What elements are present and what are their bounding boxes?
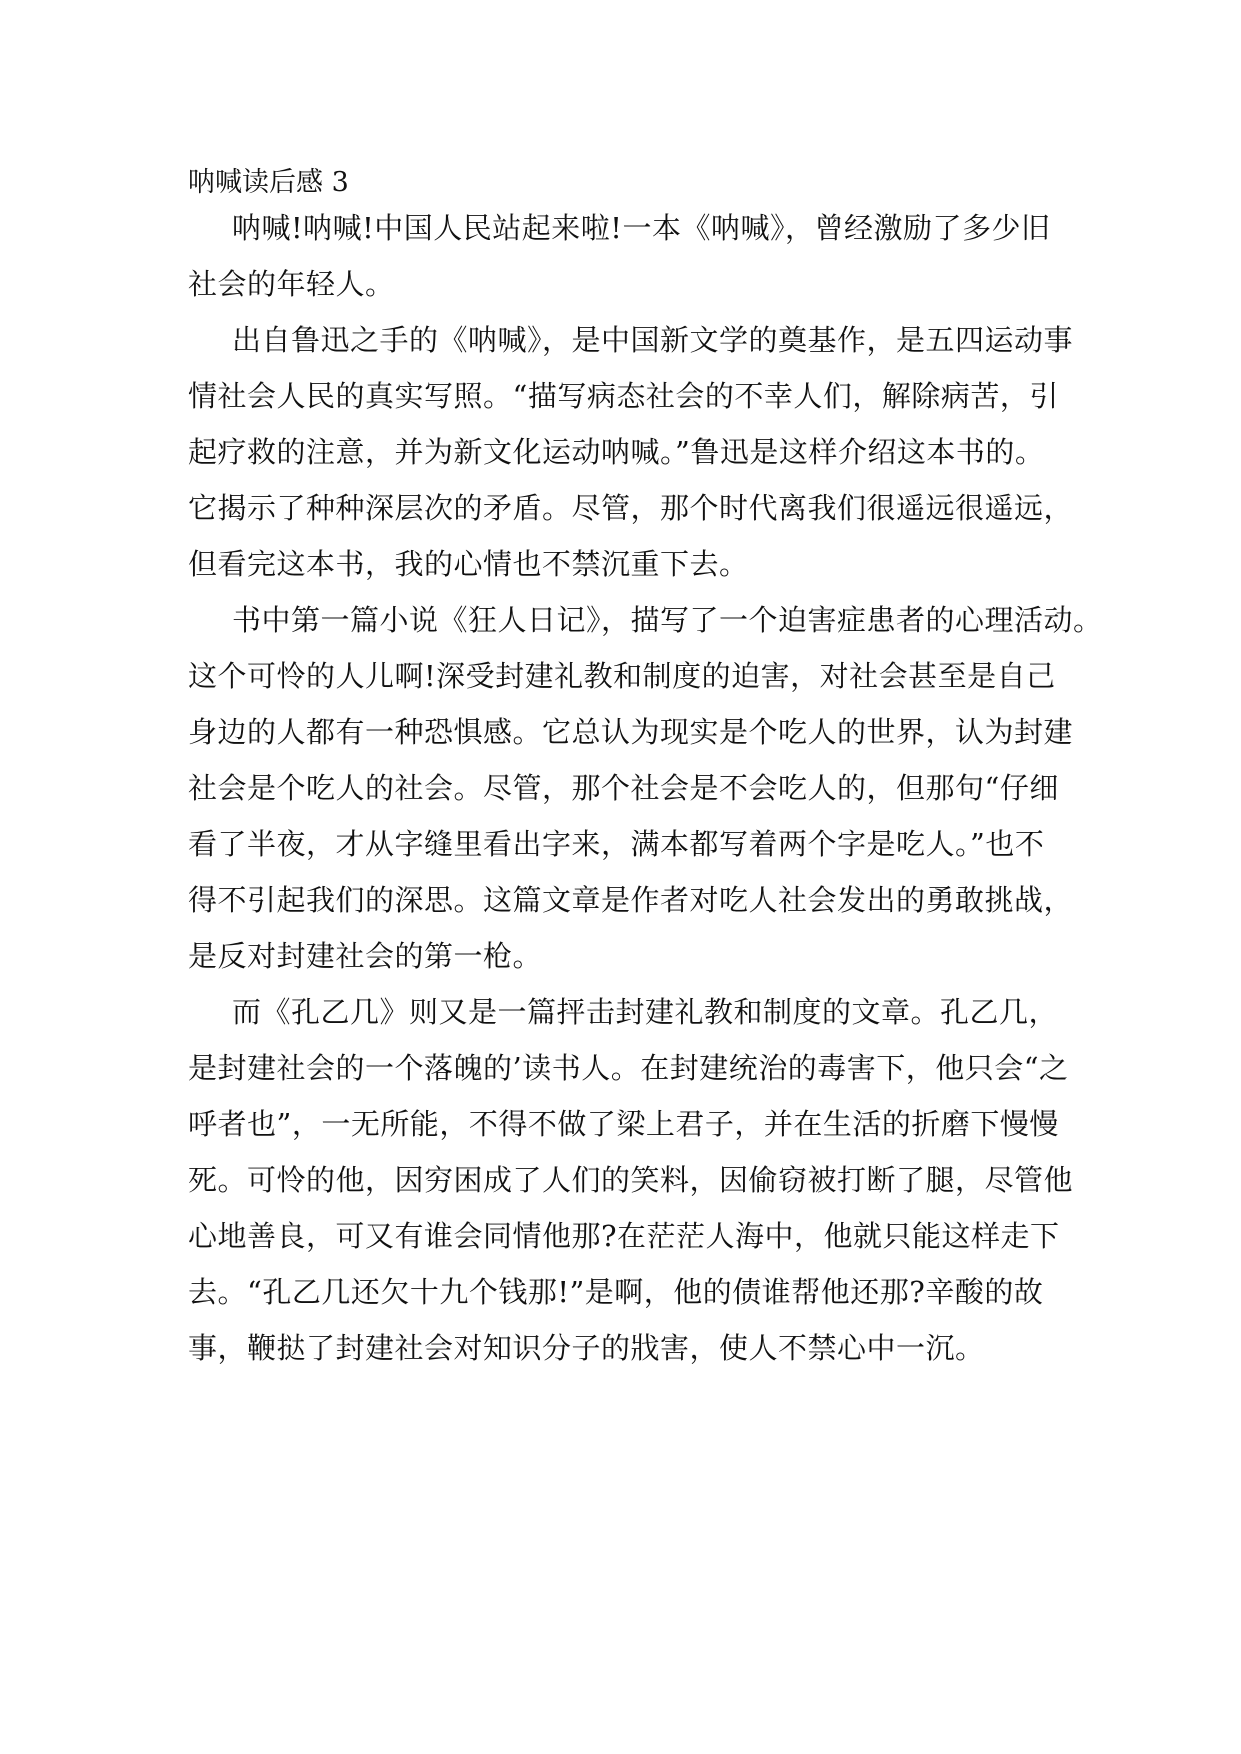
paragraph-3-line-7: 是反对封建社会的第一枪。 <box>188 939 543 973</box>
paragraph-3-line-2: 这个可怜的人儿啊!深受封建礼教和制度的迫害，对社会甚至是自己 <box>188 659 1056 693</box>
paragraph-3-line-1: 书中第一篇小说《狂人日记》，描写了一个迫害症患者的心理活动。 <box>232 603 1103 637</box>
paragraph-4-line-1: 而《孔乙几》则又是一篇抨击封建礼教和制度的文章。孔乙几， <box>232 995 1059 1029</box>
paragraph-4-line-4: 死。可怜的他，因穷困成了人们的笑料，因偷窃被打断了腿，尽管他 <box>188 1163 1074 1197</box>
paragraph-1-line-2: 社会的年轻人。 <box>188 267 395 301</box>
paragraph-3-line-3: 身边的人都有一种恐惧感。它总认为现实是个吃人的世界，认为封建 <box>188 715 1074 749</box>
paragraph-2-line-2: 情社会人民的真实写照。“描写病态社会的不幸人们，解除病苦，引 <box>188 379 1059 413</box>
paragraph-1-line-1: 呐喊!呐喊!中国人民站起来啦!一本《呐喊》，曾经激励了多少旧 <box>232 211 1051 245</box>
paragraph-2-line-1: 出自鲁迅之手的《呐喊》，是中国新文学的奠基作，是五四运动事 <box>232 323 1074 357</box>
paragraph-3-line-5: 看了半夜，才从字缝里看出字来，满本都写着两个字是吃人。”也不 <box>188 827 1045 861</box>
paragraph-4-line-7: 事，鞭挞了封建社会对知识分子的戕害，使人不禁心中一沉。 <box>188 1331 985 1365</box>
document-title: 呐喊读后感 3 <box>188 167 349 198</box>
paragraph-4-line-3: 呼者也”，一无所能，不得不做了梁上君子，并在生活的折磨下慢慢 <box>188 1107 1059 1141</box>
paragraph-4-line-2: 是封建社会的一个落魄的’读书人。在封建统治的毒害下，他只会“之 <box>188 1051 1069 1085</box>
paragraph-3-line-4: 社会是个吃人的社会。尽管，那个社会是不会吃人的，但那句“仔细 <box>188 771 1059 805</box>
paragraph-2-line-4: 它揭示了种种深层次的矛盾。尽管，那个时代离我们很遥远很遥远， <box>188 491 1074 525</box>
paragraph-3-line-6: 得不引起我们的深思。这篇文章是作者对吃人社会发出的勇敢挑战， <box>188 883 1074 917</box>
paragraph-2-line-3: 起疗救的注意，并为新文化运动呐喊。”鲁迅是这样介绍这本书的。 <box>188 435 1045 469</box>
paragraph-4-line-5: 心地善良，可又有谁会同情他那?在茫茫人海中，他就只能这样走下 <box>188 1219 1060 1253</box>
paragraph-4-line-6: 去。“孔乙几还欠十九个钱那!”是啊，他的债谁帮他还那?辛酸的故 <box>188 1275 1044 1309</box>
paragraph-2-line-5: 但看完这本书，我的心情也不禁沉重下去。 <box>188 547 749 581</box>
